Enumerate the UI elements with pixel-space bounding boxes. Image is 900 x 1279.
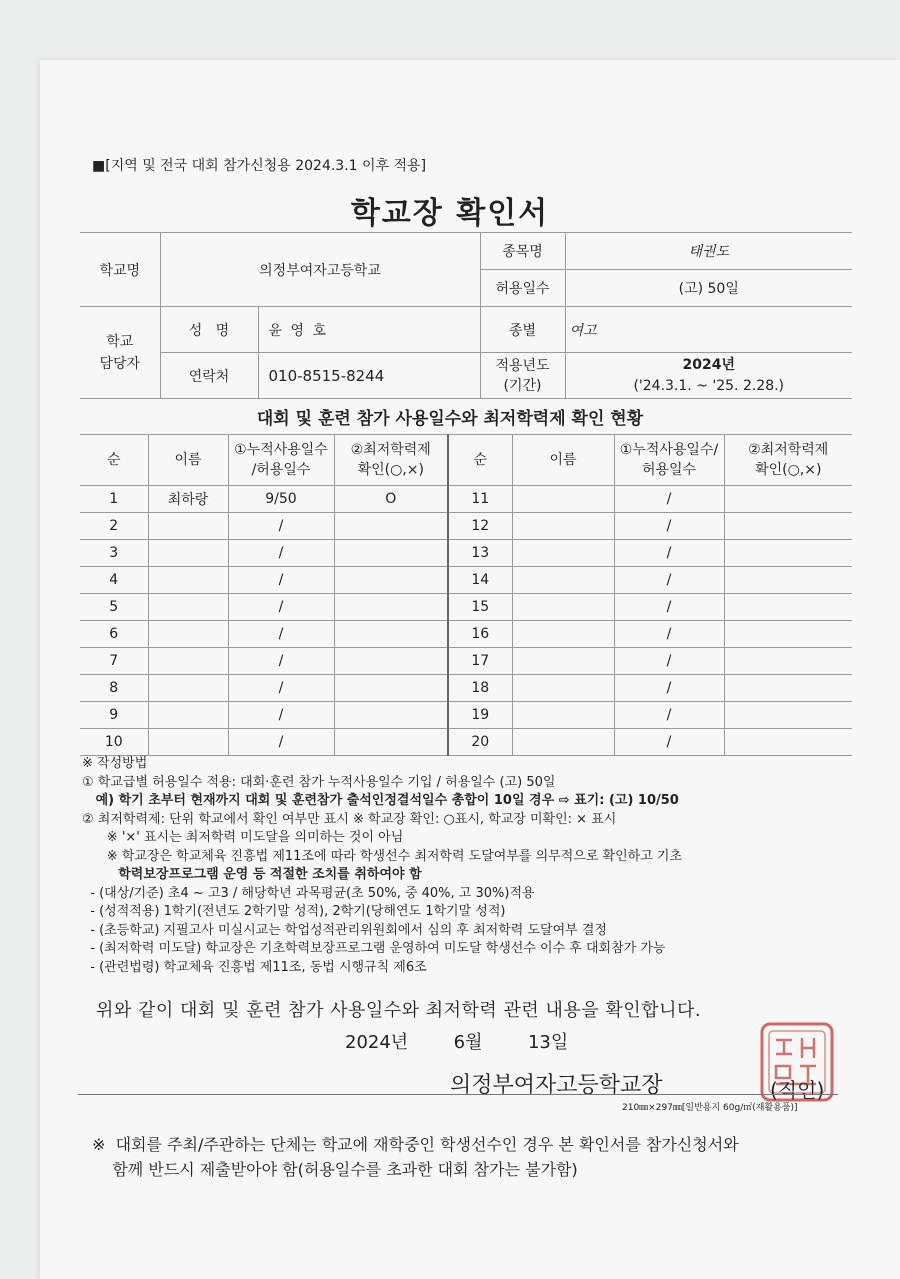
allowed-days-value: (고) 50일	[565, 270, 852, 307]
row-min-left	[334, 513, 448, 540]
footer-notice	[92, 1132, 739, 1182]
header-min-left-line1: ②최저학력제	[350, 442, 431, 458]
row-name-right	[512, 702, 614, 729]
period-label-line2: (기간)	[503, 377, 542, 394]
table-row	[80, 729, 852, 756]
header-days-left	[228, 435, 334, 486]
header-days-right	[614, 435, 724, 486]
row-min-right	[724, 540, 852, 567]
sport-value: 태권도	[565, 233, 852, 270]
status-table-title: 대회 및 훈련 참가 사용일수와 최저학력제 확인 현황	[256, 409, 644, 429]
row-number-right: 16	[448, 621, 512, 648]
row-name-left	[148, 729, 228, 756]
table-row	[80, 540, 852, 567]
instruction-line: ② 최저학력제: 단위 학교에서 확인 여부만 표시 ※ 학교장 확인: ○표시, 학교장 미확인: × 표시	[82, 811, 617, 827]
allowed-days-label: 허용일수	[480, 270, 565, 307]
row-number-left: 5	[80, 594, 148, 621]
row-min-right	[724, 594, 852, 621]
row-name-right	[512, 540, 614, 567]
row-days-left: /	[228, 621, 334, 648]
status-table	[80, 434, 852, 756]
row-name-right	[512, 594, 614, 621]
header-note: ■[지역 및 전국 대회 참가신청용 2024.3.1 이후 적용]	[92, 158, 427, 174]
row-number-left: 3	[80, 540, 148, 567]
table-row	[80, 648, 852, 675]
period-label-line1: 적용년도	[495, 357, 550, 374]
table-row	[80, 486, 852, 513]
row-number-right: 18	[448, 675, 512, 702]
period-year: 2024년	[682, 356, 735, 373]
row-name-right	[512, 729, 614, 756]
row-days-left: /	[228, 540, 334, 567]
header-days-right-line2: 허용일수	[641, 462, 697, 478]
row-min-right	[724, 486, 852, 513]
row-name-left	[148, 567, 228, 594]
row-days-left: 9/50	[228, 486, 334, 513]
row-name-right	[512, 675, 614, 702]
category-label: 종별	[480, 307, 565, 353]
row-min-right	[724, 513, 852, 540]
header-no-right: 순	[448, 435, 512, 486]
row-number-left: 6	[80, 621, 148, 648]
row-min-left	[334, 729, 448, 756]
info-table	[80, 232, 852, 399]
row-min-left	[334, 540, 448, 567]
instruction-line: 학력보장프로그램 운영 등 적절한 조치를 취하여야 함	[82, 867, 422, 882]
row-days-right: /	[614, 513, 724, 540]
header-min-right	[724, 435, 852, 486]
instruction-line: ※ '×' 표시는 최저학력 미도달을 의미하는 것이 아님	[82, 830, 404, 845]
row-min-left	[334, 675, 448, 702]
row-number-right: 13	[448, 540, 512, 567]
row-days-left: /	[228, 729, 334, 756]
instruction-line: - (초등학교) 지필고사 미실시교는 학업성적관리위원회에서 심의 후 최저학력 도달여부 결정	[82, 922, 607, 938]
row-days-left: /	[228, 567, 334, 594]
row-min-right	[724, 729, 852, 756]
header-min-left	[334, 435, 448, 486]
sport-label: 종목명	[480, 233, 565, 270]
period-label	[480, 353, 565, 399]
row-days-left: /	[228, 702, 334, 729]
row-number-right: 15	[448, 594, 512, 621]
seal-label: (직인)	[770, 1078, 825, 1102]
table-row	[80, 513, 852, 540]
header-days-left-line1: ①누적사용일수	[234, 442, 328, 458]
row-name-left	[148, 648, 228, 675]
writing-instructions	[82, 755, 842, 977]
row-days-right: /	[614, 729, 724, 756]
row-days-left: /	[228, 513, 334, 540]
header-name-left: 이름	[148, 435, 228, 486]
school-value: 의정부여자고등학교	[160, 233, 480, 307]
row-name-right	[512, 621, 614, 648]
row-name-right	[512, 567, 614, 594]
date-month: 6월	[453, 1032, 483, 1053]
row-days-right: /	[614, 675, 724, 702]
row-number-left: 1	[80, 486, 148, 513]
document-title: 학교장 확인서	[350, 196, 550, 231]
school-label: 학교명	[80, 233, 160, 307]
row-days-left: /	[228, 675, 334, 702]
manager-label-line2: 담당자	[99, 355, 141, 372]
divider	[78, 1094, 838, 1095]
row-number-left: 8	[80, 675, 148, 702]
name-value: 윤 영 호	[258, 307, 480, 353]
date-day: 13일	[527, 1032, 569, 1053]
manager-label	[80, 307, 160, 399]
row-name-right	[512, 513, 614, 540]
table-row	[80, 567, 852, 594]
row-days-right: /	[614, 702, 724, 729]
row-days-left: /	[228, 594, 334, 621]
instruction-line: ※ 작성방법	[82, 756, 148, 771]
footer-line: 함께 반드시 제출받아야 함(허용일수를 초과한 대회 참가는 불가함)	[92, 1160, 578, 1179]
row-min-left: O	[334, 486, 448, 513]
row-name-right	[512, 648, 614, 675]
date-year: 2024년	[345, 1032, 409, 1053]
row-name-left	[148, 702, 228, 729]
row-days-left: /	[228, 648, 334, 675]
row-number-right: 19	[448, 702, 512, 729]
row-name-left	[148, 594, 228, 621]
row-name-left	[148, 621, 228, 648]
row-min-left	[334, 594, 448, 621]
period-range: ('24.3.1. ~ '25. 2.28.)	[633, 377, 785, 394]
name-label: 성 명	[160, 307, 258, 353]
row-min-left	[334, 702, 448, 729]
instruction-line: ① 학교급별 허용일수 적용: 대회·훈련 참가 누적사용일수 기입 / 허용일수 (고) 50일	[82, 774, 556, 790]
header-days-right-line1: ①누적사용일수/	[619, 442, 719, 458]
row-min-left	[334, 567, 448, 594]
row-name-left	[148, 675, 228, 702]
header-name-right: 이름	[512, 435, 614, 486]
row-number-right: 14	[448, 567, 512, 594]
paper-spec: 210㎜×297㎜[일반용지 60g/㎡(재활용품)]	[622, 1103, 798, 1113]
row-days-right: /	[614, 648, 724, 675]
row-days-right: /	[614, 486, 724, 513]
instruction-line: ※ 학교장은 학교체육 진흥법 제11조에 따라 학생선수 최저학력 도달여부를 의무적으로 확인하고 기초	[82, 848, 683, 864]
signer-school-principal: 의정부여자고등학교장	[450, 1073, 663, 1098]
confirmation-statement: 위와 같이 대회 및 훈련 참가 사용일수와 최저학력 관련 내용을 확인합니다.	[96, 1000, 702, 1021]
row-number-right: 12	[448, 513, 512, 540]
row-name-left	[148, 513, 228, 540]
row-number-left: 10	[80, 729, 148, 756]
row-number-left: 9	[80, 702, 148, 729]
row-number-right: 17	[448, 648, 512, 675]
table-row	[80, 675, 852, 702]
issue-date	[345, 1028, 568, 1054]
instruction-line: - (최저학력 미도달) 학교장은 기초학력보장프로그램 운영하여 미도달 학생선수 이수 후 대회참가 가능	[82, 941, 666, 956]
header-min-right-line1: ②최저학력제	[748, 442, 829, 458]
instruction-line: - (성적적용) 1학기(전년도 2학기말 성적), 2학기(당해연도 1학기말 성적)	[82, 904, 506, 919]
row-name-right	[512, 486, 614, 513]
header-min-right-line2: 확인(○,×)	[755, 462, 822, 478]
row-days-right: /	[614, 621, 724, 648]
row-min-right	[724, 675, 852, 702]
row-min-right	[724, 567, 852, 594]
contact-label: 연락처	[160, 353, 258, 399]
row-name-left: 최하랑	[148, 486, 228, 513]
category-value: 여고	[565, 307, 852, 353]
row-number-right: 11	[448, 486, 512, 513]
header-days-left-line2: /허용일수	[251, 462, 311, 478]
row-name-left	[148, 540, 228, 567]
row-min-right	[724, 648, 852, 675]
row-number-left: 2	[80, 513, 148, 540]
row-min-right	[724, 621, 852, 648]
contact-value: 010-8515-8244	[258, 353, 480, 399]
row-min-left	[334, 648, 448, 675]
status-table-body	[80, 486, 852, 756]
header-no-left: 순	[80, 435, 148, 486]
row-number-left: 4	[80, 567, 148, 594]
instruction-line: 예) 학기 초부터 현재까지 대회 및 훈련참가 출석인정결석일수 총합이 10일 경우 ⇨ 표기: (고) 10/50	[82, 793, 679, 808]
row-days-right: /	[614, 567, 724, 594]
manager-label-line1: 학교	[106, 333, 134, 350]
instruction-line: - (대상/기준) 초4 ~ 고3 / 해당학년 과목평균(초 50%, 중 40%, 고 30%)적용	[82, 885, 535, 901]
row-days-right: /	[614, 594, 724, 621]
row-min-right	[724, 702, 852, 729]
row-days-right: /	[614, 540, 724, 567]
row-number-right: 20	[448, 729, 512, 756]
footer-line: ※ 대회를 주최/주관하는 단체는 학교에 재학중인 학생선수인 경우 본 확인서를 참가신청서와	[92, 1135, 739, 1154]
instruction-line: - (관련법령) 학교체육 진흥법 제11조, 동법 시행규칙 제6조	[82, 959, 427, 975]
period-value	[565, 353, 852, 399]
row-min-left	[334, 621, 448, 648]
table-row	[80, 702, 852, 729]
header-min-left-line2: 확인(○,×)	[357, 462, 424, 478]
table-row	[80, 621, 852, 648]
table-row	[80, 594, 852, 621]
row-number-left: 7	[80, 648, 148, 675]
